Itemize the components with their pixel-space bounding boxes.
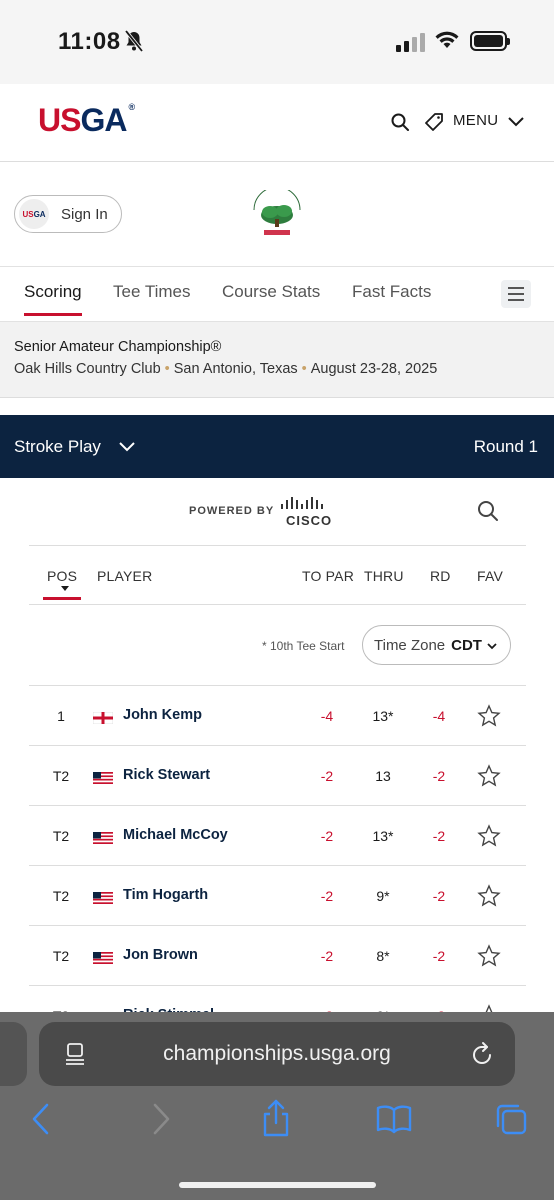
chevron-down-icon — [487, 637, 497, 654]
column-pos[interactable] — [47, 568, 77, 584]
powered-by-label: POWERED BY — [189, 505, 275, 517]
round-selector-bar — [0, 415, 554, 478]
home-indicator — [179, 1182, 376, 1188]
sign-in-bar — [0, 162, 554, 266]
scoring-tabs — [0, 266, 554, 322]
share-icon[interactable] — [261, 1098, 291, 1143]
bell-slash-icon — [124, 30, 144, 57]
player-to-par: -2 — [320, 948, 334, 964]
cisco-wordmark: CISCO — [286, 513, 333, 528]
player-thru: 13* — [372, 708, 394, 724]
player-name[interactable]: Jon Brown — [123, 947, 198, 963]
sort-down-icon — [61, 586, 69, 591]
status-bar — [0, 0, 554, 84]
table-row[interactable] — [29, 685, 526, 745]
player-rows — [29, 685, 526, 1018]
signal-icon — [396, 33, 425, 52]
url-text: championships.usga.org — [163, 1042, 391, 1065]
table-row[interactable] — [29, 805, 526, 865]
table-row[interactable] — [29, 925, 526, 985]
england-flag-icon — [93, 711, 113, 723]
tab-fast-facts[interactable]: Fast Facts — [352, 282, 432, 301]
timezone-value: CDT — [451, 636, 482, 654]
leaderboard — [0, 478, 554, 1018]
player-name[interactable]: John Kemp — [123, 707, 202, 723]
format-dropdown[interactable]: Stroke Play — [14, 437, 101, 456]
logo-us: US — [38, 102, 81, 138]
menu-button[interactable]: MENU — [453, 112, 499, 129]
usga-mini-logo — [19, 199, 49, 229]
tabs-icon[interactable] — [494, 1102, 528, 1141]
championship-logo-icon — [246, 190, 308, 245]
tab-course-stats[interactable]: Course Stats — [222, 282, 321, 301]
wifi-icon — [434, 30, 460, 55]
event-location: San Antonio, Texas — [173, 361, 298, 377]
player-to-par: -2 — [320, 768, 334, 784]
event-title: Senior Amateur Championship® — [14, 339, 222, 355]
player-rd: -2 — [432, 948, 446, 964]
previous-tab-preview[interactable] — [0, 1022, 27, 1086]
usga-logo[interactable] — [38, 102, 134, 139]
player-rd: -4 — [432, 708, 446, 724]
search-icon[interactable] — [390, 112, 410, 137]
player-rd: -2 — [432, 828, 446, 844]
star-icon[interactable] — [477, 824, 501, 853]
tab-tee-times[interactable]: Tee Times — [113, 282, 191, 301]
column-to-par[interactable]: TO PAR — [302, 568, 355, 584]
player-pos: T2 — [52, 888, 70, 904]
logo-registered: ® — [128, 102, 135, 112]
separator-dot: • — [301, 361, 307, 377]
event-info — [0, 322, 554, 398]
usa-flag-icon — [93, 951, 113, 963]
sign-in-button[interactable] — [14, 195, 122, 233]
column-pos-label: POS — [47, 568, 78, 584]
spacer — [0, 398, 554, 415]
star-icon[interactable] — [477, 884, 501, 913]
separator-dot: • — [164, 361, 170, 377]
column-fav[interactable]: FAV — [477, 568, 504, 584]
round-label[interactable]: Round 1 — [473, 437, 538, 456]
player-thru: 13* — [372, 828, 394, 844]
chevron-down-icon[interactable] — [118, 440, 136, 458]
usa-flag-icon — [93, 891, 113, 903]
star-icon[interactable] — [477, 944, 501, 973]
mini-logo-ga: GA — [33, 209, 46, 219]
player-pos: T2 — [52, 768, 70, 784]
player-rd: -2 — [432, 768, 446, 784]
status-time: 11:08 — [58, 28, 121, 55]
event-details — [14, 361, 437, 377]
site-header — [0, 84, 554, 162]
table-row[interactable] — [29, 865, 526, 925]
timezone-label: Time Zone — [374, 636, 446, 654]
logo-ga: GA — [80, 102, 127, 138]
player-name[interactable]: Tim Hogarth — [123, 887, 209, 903]
player-to-par: -4 — [320, 708, 334, 724]
player-to-par: -2 — [320, 888, 334, 904]
table-row[interactable] — [29, 745, 526, 805]
leaderboard-header — [29, 545, 526, 605]
hamburger-icon[interactable] — [501, 280, 531, 308]
star-icon[interactable] — [477, 764, 501, 793]
browser-chrome — [0, 1012, 554, 1200]
bookmarks-icon[interactable] — [376, 1104, 412, 1139]
player-thru: 13 — [375, 768, 391, 784]
player-name[interactable]: Michael McCoy — [123, 827, 228, 843]
usa-flag-icon — [93, 771, 113, 783]
search-icon[interactable] — [477, 500, 499, 527]
event-club: Oak Hills Country Club — [14, 361, 161, 377]
event-dates: August 23-28, 2025 — [310, 361, 438, 377]
usa-flag-icon — [93, 831, 113, 843]
player-thru: 8* — [376, 948, 390, 964]
tab-scoring[interactable]: Scoring — [24, 282, 82, 301]
forward-icon[interactable] — [150, 1102, 172, 1141]
reload-icon[interactable] — [470, 1041, 494, 1072]
timezone-dropdown[interactable] — [362, 625, 511, 665]
tee-start-note: * 10th Tee Start — [262, 639, 345, 653]
column-rd[interactable]: RD — [430, 568, 451, 584]
address-bar[interactable] — [39, 1022, 515, 1086]
player-pos: T2 — [52, 828, 70, 844]
back-icon[interactable] — [30, 1102, 52, 1141]
star-icon[interactable] — [477, 704, 501, 733]
player-to-par: -2 — [320, 828, 334, 844]
battery-icon — [470, 31, 507, 51]
mini-logo-us: US — [22, 209, 34, 219]
player-rd: -2 — [432, 888, 446, 904]
player-name[interactable]: Rick Stewart — [123, 767, 211, 783]
tag-icon[interactable] — [424, 112, 444, 137]
chevron-down-icon[interactable] — [506, 115, 526, 134]
player-pos: T2 — [52, 948, 70, 964]
player-pos: 1 — [57, 708, 65, 724]
column-thru[interactable]: THRU — [364, 568, 404, 584]
player-thru: 9* — [376, 888, 390, 904]
column-player[interactable]: PLAYER — [97, 568, 153, 584]
sign-in-label: Sign In — [61, 205, 108, 223]
